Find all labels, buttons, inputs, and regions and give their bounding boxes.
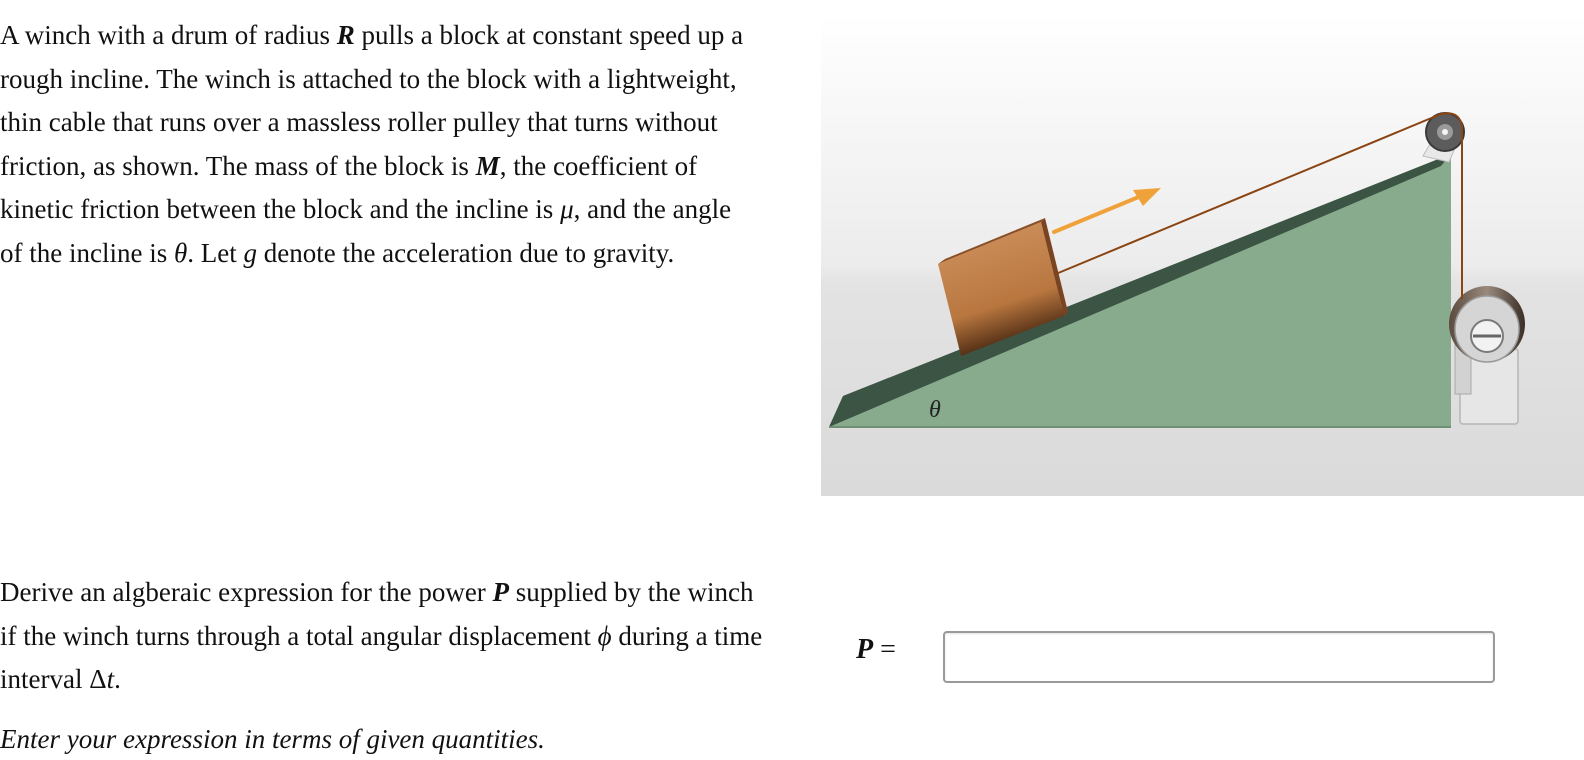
problem-text-6: denote the acceleration due to gravity. (256, 237, 675, 268)
incline-winch-figure (821, 14, 1584, 496)
question-paragraph (0, 571, 770, 702)
variable-t: t (106, 664, 115, 694)
variable-M: M (475, 150, 500, 181)
answer-label (856, 634, 896, 666)
variable-g: g (243, 237, 257, 268)
problem-text-4: , and the angle of the incline is (0, 194, 732, 268)
problem-statement (0, 14, 760, 275)
variable-R: R (336, 20, 355, 50)
problem-text-1: A winch with a drum of radius (0, 20, 337, 50)
instruction-text: Enter your expression in terms of given quantities. (0, 724, 545, 754)
problem-text-5: . Let (187, 237, 244, 268)
question-text-4: . (114, 664, 121, 694)
variable-theta: θ (173, 237, 188, 268)
answer-label-variable: P (856, 634, 874, 665)
question-text-1: Derive an algberaic expression for the power (0, 577, 493, 607)
variable-mu: μ (560, 194, 574, 224)
question-text-3: during a time interval Δ (0, 620, 763, 694)
problem-text-2: pulls a block at constant speed up a rough incline. The winch is attached to the block with a lightweight, thin cable that runs over a massless roller pulley that turns without friction, as shown. The mass of the block is (0, 20, 744, 181)
question-statement (0, 571, 770, 702)
angle-label: θ (929, 397, 941, 423)
question-text-2: supplied by the winch if the winch turns through a total angular displacement (0, 577, 754, 651)
variable-P: P (492, 577, 510, 607)
problem-text-3: , the coefficient of kinetic friction between the block and the incline is (0, 150, 698, 224)
winch (1449, 286, 1525, 424)
variable-phi: ϕ (597, 620, 612, 651)
answer-input[interactable] (943, 631, 1495, 683)
problem-paragraph (0, 14, 760, 275)
answer-label-equals: = (873, 634, 896, 665)
